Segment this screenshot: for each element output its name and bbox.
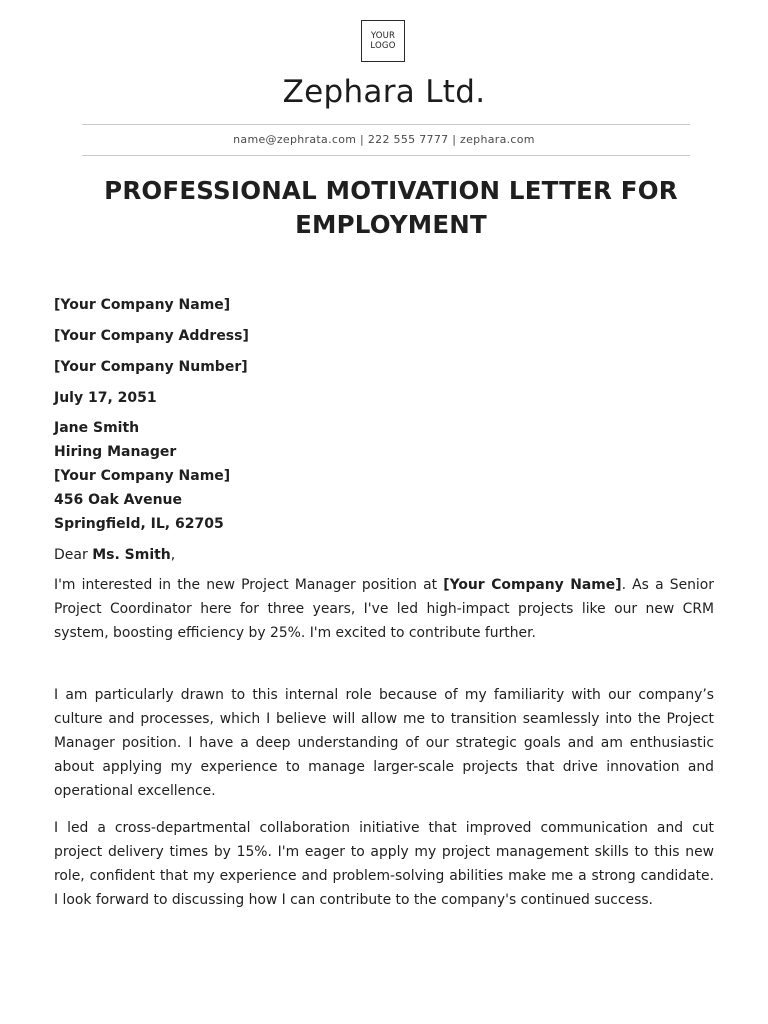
company-logo-placeholder xyxy=(361,20,405,62)
recipient-company: [Your Company Name] xyxy=(54,468,231,484)
p1-text-start: I'm interested in the new Project Manager position at xyxy=(54,577,444,593)
body-paragraph-3: I led a cross-departmental collaboration initiative that improved communication and cut project delivery times by 15%. I'm eager to apply my project management skills to this new role, confident that my experience and problem-solving abilities make me a strong candidate. I look forward to discussing how I can contribute to the company's continued success. xyxy=(54,820,714,908)
header-top-divider xyxy=(82,124,690,125)
body-paragraph-1 xyxy=(54,573,714,645)
sender-company-address: [Your Company Address] xyxy=(54,328,249,344)
document-title: PROFESSIONAL MOTIVATION LETTER FOR EMPLOYMENT xyxy=(104,176,678,239)
recipient-title: Hiring Manager xyxy=(54,444,177,460)
salutation-punct: , xyxy=(170,547,176,563)
salutation-name: Ms. Smith xyxy=(92,547,171,563)
logo-text-line1: YOUR xyxy=(370,31,396,41)
salutation-greeting: Dear xyxy=(54,547,93,563)
contact-info-line: name@zephrata.com | 222 555 7777 | zephara.com xyxy=(233,133,535,146)
recipient-name: Jane Smith xyxy=(54,420,140,436)
body-paragraph-2: I am particularly drawn to this internal role because of my familiarity with our company’s culture and processes, which I believe will allow me to transition seamlessly into the Project Manager position. I have a deep understanding of our strategic goals and am enthusiastic about applying my experience to manage larger-scale projects that drive innovation and operational excellence. xyxy=(54,687,714,799)
sender-company-name: [Your Company Name] xyxy=(54,297,231,313)
recipient-city-state-zip: Springfield, IL, 62705 xyxy=(54,516,224,532)
salutation xyxy=(54,546,714,564)
sender-company-number: [Your Company Number] xyxy=(54,359,248,375)
p1-company-name: [Your Company Name] xyxy=(443,577,622,593)
recipient-street: 456 Oak Avenue xyxy=(54,492,183,508)
recipient-address-block xyxy=(54,416,714,536)
p1-text-end: . As a Senior Project Coordinator here for three years, I've led high-impact projects like our new CRM system, boosting efficiency by 25%. I'm excited to contribute further. xyxy=(54,577,714,641)
company-name-heading: Zephara Ltd. xyxy=(282,74,486,110)
header-bottom-divider xyxy=(82,155,690,156)
letter-date: July 17, 2051 xyxy=(54,390,157,406)
logo-text-line2: LOGO xyxy=(370,41,396,51)
